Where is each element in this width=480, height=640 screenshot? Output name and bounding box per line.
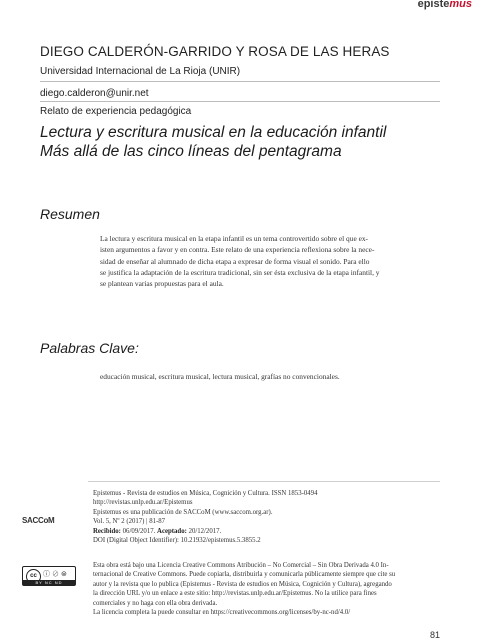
license-text <box>93 561 439 617</box>
footer-divider <box>88 481 440 482</box>
keywords-text: educación musical, escritura musical, lectura musical, grafías no convencionales. <box>100 372 340 381</box>
license-line: autor y la revista que lo publica (Epistemus - Revista de estudios en Música, Cognición y Cultura), agregando <box>93 580 392 588</box>
publisher-info: Epistemus es una publicación de SACCoM (www.saccom.org.ar). <box>93 508 273 516</box>
epistemus-logo: epistemus <box>417 0 472 10</box>
cc-badge-text: BY NC ND <box>23 580 75 585</box>
divider <box>40 81 440 82</box>
abstract-text <box>100 233 430 289</box>
abstract-line: se justifica la adaptación de la escritura tradicional, sin ser ésta exclusiva de la etapa infantil, y <box>100 267 380 277</box>
dates: Recibido: 06/09/2017. Aceptado: 20/12/2017. <box>93 527 222 535</box>
abstract-line: La lectura y escritura musical en la etapa infantil es un tema controvertido sobre el que ex- <box>100 234 369 243</box>
cc-icon: cc <box>26 569 41 584</box>
abstract-heading: Resumen <box>40 206 100 222</box>
doi: DOI (Digital Object Identifier): 10.21932/epistemus.5.3855.2 <box>93 537 261 545</box>
by-nc-nd-icon: ⓘ⊘⊜ <box>43 571 69 578</box>
author-names: DIEGO CALDERÓN-GARRIDO Y ROSA DE LAS HERAS <box>40 44 390 59</box>
article-title: Lectura y escritura musical en la educación infantil <box>40 124 387 141</box>
saccom-logo: SACCoM <box>22 516 55 525</box>
license-line: ternacional de Creative Commons. Puede copiarla, distribuirla y comunicarla públicamente siempre que cite su <box>93 571 396 579</box>
license-line: la dirección URL y/o un enlace a este sitio: http://revistas.unlp.edu.ar/Epistemus. No la utilice para fines <box>93 590 377 598</box>
divider <box>40 101 440 102</box>
article-subtitle: Más allá de las cinco líneas del pentagrama <box>40 143 342 160</box>
license-line[interactable]: La licencia completa la puede consultar en https://creativecommons.org/licenses/by-nc-nd/4.0/ <box>93 609 351 617</box>
author-email[interactable]: diego.calderon@unir.net <box>40 88 149 99</box>
creative-commons-badge[interactable] <box>22 566 76 586</box>
journal-url[interactable]: http://revistas.unlp.edu.ar/Epistemus <box>93 499 193 507</box>
journal-info <box>93 489 439 545</box>
keywords-heading: Palabras Clave: <box>40 340 139 356</box>
affiliation: Universidad Internacional de La Rioja (UNIR) <box>40 66 241 77</box>
page-number: 81 <box>429 630 440 640</box>
license-line: Esta obra está bajo una Licencia Creative Commons Atribución – No Comercial – Sin Obra Derivada 4.0 In- <box>93 562 389 569</box>
license-line: comerciales y no haga con ella obra derivada. <box>93 599 218 607</box>
volume-info: Vol. 5, Nº 2 (2017) | 81-87 <box>93 518 166 526</box>
abstract-line: isten argumentos a favor y en contra. Este relato de una experiencia reflexiona sobre la nece- <box>100 245 375 255</box>
section-label: Relato de experiencia pedagógica <box>40 106 192 117</box>
abstract-line: se plantean varias propuestas para el aula. <box>100 279 224 289</box>
abstract-line: sidad de enseñar al alumnado de dicha etapa a expresar de forma visual el sonido. Para ello <box>100 256 370 266</box>
journal-name: Epistemus - Revista de estudios en Música, Cognición y Cultura. ISSN 1853-0494 <box>93 490 318 497</box>
